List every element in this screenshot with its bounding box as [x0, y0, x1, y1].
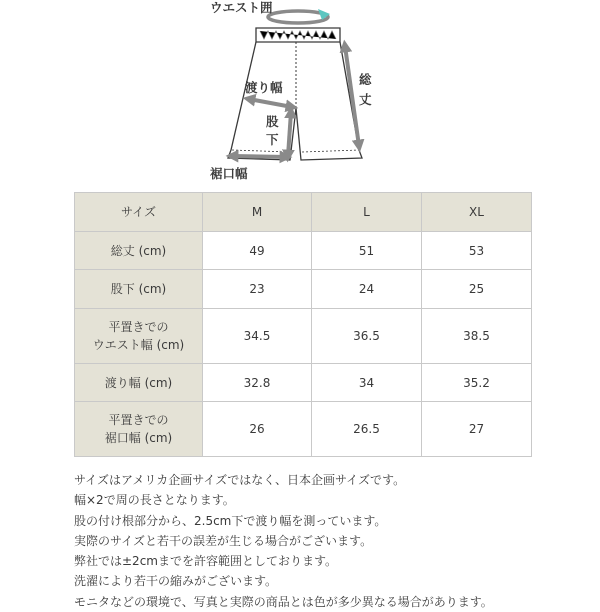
total-length-label-1: 総 [359, 72, 372, 87]
note-line: 幅×2で周の長さとなります。 [74, 493, 235, 508]
hem-width-label: 裾口幅 [210, 166, 248, 181]
cell-m: 34.5 [203, 309, 312, 364]
cell-l: 36.5 [312, 309, 422, 364]
cell-m: 23 [203, 270, 312, 309]
header-l: L [312, 193, 422, 232]
row-label: 総丈 (cm) [75, 232, 203, 270]
table-row [75, 232, 532, 270]
shorts-measurement-diagram [0, 0, 600, 185]
inseam-label-1: 股 [266, 114, 279, 129]
inseam-arrow [288, 112, 291, 156]
rise-width-arrow [249, 99, 292, 107]
row-label: 平置きでの ウエスト幅 (cm) [75, 309, 203, 364]
table-row [75, 402, 532, 457]
cell-l: 51 [312, 232, 422, 270]
table-row [75, 309, 532, 364]
note-line: 洗濯により若干の縮みがございます。 [74, 574, 278, 589]
note-line: 股の付け根部分から、2.5cm下で渡り幅を測っています。 [74, 513, 387, 528]
waist-label: ウエスト囲 [210, 0, 273, 15]
size-table [74, 192, 532, 457]
inseam-label-2: 下 [266, 132, 279, 147]
cell-l: 24 [312, 270, 422, 309]
cell-l: 34 [312, 364, 422, 402]
cell-m: 32.8 [203, 364, 312, 402]
header-m: M [203, 193, 312, 232]
header-xl: XL [422, 193, 532, 232]
row-label: 渡り幅 (cm) [75, 364, 203, 402]
table-header-row [75, 193, 532, 232]
row-label: 股下 (cm) [75, 270, 203, 309]
cell-xl: 35.2 [422, 364, 532, 402]
cell-l: 26.5 [312, 402, 422, 457]
cell-xl: 53 [422, 232, 532, 270]
note-line: 実際のサイズと若干の誤差が生じる場合がございます。 [74, 533, 373, 548]
cell-xl: 25 [422, 270, 532, 309]
cell-m: 49 [203, 232, 312, 270]
cell-xl: 38.5 [422, 309, 532, 364]
note-line: 弊社では±2cmまでを許容範囲としております。 [74, 554, 338, 569]
table-row [75, 364, 532, 402]
total-length-label-2: 丈 [359, 92, 372, 107]
rise-width-label: 渡り幅 [245, 80, 283, 95]
note-line: サイズはアメリカ企画サイズではなく、日本企画サイズです。 [74, 473, 406, 487]
table-row [75, 270, 532, 309]
notes [74, 470, 594, 612]
cell-m: 26 [203, 402, 312, 457]
waist-circumference-arrow [268, 11, 328, 23]
note-line: モニタなどの環境で、写真と実際の商品とは色が多少異なる場合があります。 [74, 594, 493, 609]
cell-xl: 27 [422, 402, 532, 457]
row-label: 平置きでの 裾口幅 (cm) [75, 402, 203, 457]
header-size: サイズ [75, 193, 203, 232]
total-length-arrow [345, 46, 359, 146]
hem-stitch [232, 150, 360, 152]
hem-width-arrow [232, 156, 286, 157]
